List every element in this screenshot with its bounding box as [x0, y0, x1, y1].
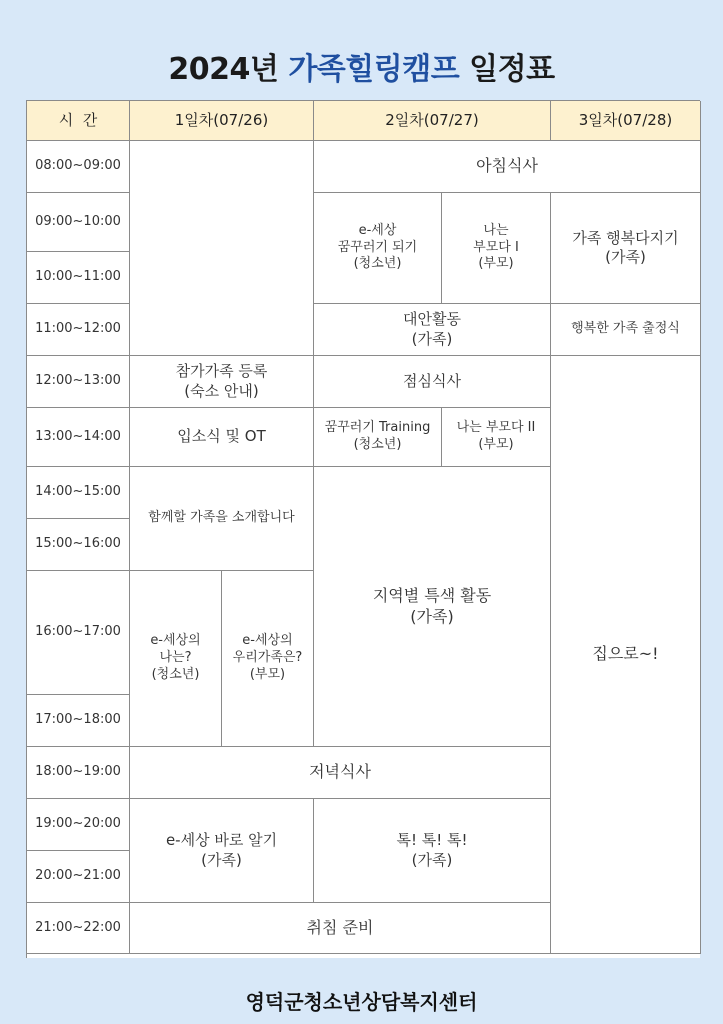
event-e-world-know: e-세상 바로 알기 (가족)	[130, 799, 314, 903]
title-highlight: 가족힐링캠프	[288, 52, 460, 87]
event-talk: 톡! 톡! 톡! (가족)	[314, 799, 551, 903]
event-bedtime: 취침 준비	[130, 903, 551, 954]
time-cell: 08:00~09:00	[27, 141, 130, 193]
time-cell: 18:00~19:00	[27, 747, 130, 799]
event-e-world-family: e-세상의 우리가족은? (부모)	[222, 571, 314, 747]
time-cell: 12:00~13:00	[27, 356, 130, 408]
event-i-am-parent-1: 나는 부모다 I (부모)	[442, 193, 551, 304]
header-time: 시 간	[27, 101, 130, 141]
day1-empty-morning	[130, 141, 314, 356]
header-day1: 1일차(07/26)	[130, 101, 314, 141]
event-intro-family: 함께할 가족을 소개합니다	[130, 467, 314, 571]
event-go-home: 집으로~!	[551, 356, 701, 954]
footer-organization: 영덕군청소년상담복지센터	[245, 990, 478, 1014]
event-e-world-dream: e-세상 꿈꾸러기 되기 (청소년)	[314, 193, 442, 304]
event-lunch: 점심식사	[314, 356, 551, 408]
event-dream-training: 꿈꾸러기 Training (청소년)	[314, 408, 442, 467]
time-cell: 10:00~11:00	[27, 252, 130, 304]
event-dinner: 저녁식사	[130, 747, 551, 799]
event-breakfast: 아침식사	[314, 141, 701, 193]
event-entrance-ot: 입소식 및 OT	[130, 408, 314, 467]
event-family-happy: 가족 행복다지기 (가족)	[551, 193, 701, 304]
event-happy-departure: 행복한 가족 출정식	[551, 304, 701, 356]
time-cell: 19:00~20:00	[27, 799, 130, 851]
time-cell: 16:00~17:00	[27, 571, 130, 695]
time-cell: 20:00~21:00	[27, 851, 130, 903]
time-cell: 17:00~18:00	[27, 695, 130, 747]
event-alt-activity: 대안활동 (가족)	[314, 304, 551, 356]
title-suffix: 일정표	[469, 52, 555, 87]
event-e-world-me: e-세상의 나는? (청소년)	[130, 571, 222, 747]
time-cell: 21:00~22:00	[27, 903, 130, 954]
time-cell: 09:00~10:00	[27, 193, 130, 252]
schedule-table	[26, 100, 700, 958]
page-title	[0, 44, 723, 88]
event-registration: 참가가족 등록 (숙소 안내)	[130, 356, 314, 408]
header-day2: 2일차(07/27)	[314, 101, 551, 141]
header-day3: 3일차(07/28)	[551, 101, 701, 141]
time-cell: 11:00~12:00	[27, 304, 130, 356]
title-year: 2024년	[168, 52, 279, 87]
time-cell: 14:00~15:00	[27, 467, 130, 519]
event-local-activity: 지역별 특색 활동 (가족)	[314, 467, 551, 747]
time-cell: 15:00~16:00	[27, 519, 130, 571]
time-cell: 13:00~14:00	[27, 408, 130, 467]
event-i-am-parent-2: 나는 부모다 II (부모)	[442, 408, 551, 467]
